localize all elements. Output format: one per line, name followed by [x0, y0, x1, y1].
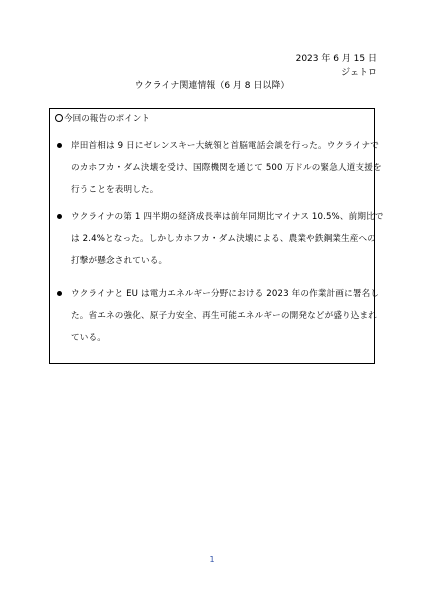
summary-item-text: [71, 135, 382, 201]
document-date: 2023 年 6 月 15 日: [295, 54, 377, 64]
organization-name: ジェトロ: [341, 68, 377, 78]
summary-item-line: ウクライナと EU は電力エネルギー分野における 2023 年の作業計画に署名し: [71, 289, 380, 299]
summary-item-line: は 2.4%となった。しかしカホフカ・ダム決壊による、農業や鉄鋼業生産への: [71, 234, 377, 244]
document-title: ウクライナ関連情報（6 月 8 日以降）: [134, 81, 290, 91]
summary-item: [57, 135, 382, 201]
bullet-icon: [57, 291, 62, 296]
summary-item-line: 打撃が懸念されている。: [71, 256, 168, 266]
summary-item-line: 岸田首相は 9 日にゼレンスキー大統領と首脳電話会談を行った。ウクライナで: [71, 141, 379, 151]
summary-item-line: のカホフカ・ダム決壊を受け、国際機関を通じて 500 万ドルの緊急人道支援を: [71, 163, 382, 173]
summary-item-text: [71, 283, 380, 349]
summary-item: [57, 283, 380, 349]
summary-item-line: ている。: [71, 333, 106, 343]
hollow-circle-icon: [55, 114, 63, 122]
summary-item: [57, 206, 384, 272]
bullet-icon: [57, 143, 62, 148]
summary-box: [49, 108, 384, 364]
summary-item-line: 行うことを表明した。: [71, 185, 159, 195]
page-number: 1: [209, 555, 215, 564]
bullet-icon: [57, 214, 62, 219]
summary-heading: [55, 113, 150, 125]
summary-item-text: [71, 206, 384, 272]
summary-heading-label: 今回の報告のポイント: [64, 114, 150, 124]
summary-item-line: た。省エネの強化、原子力安全、再生可能エネルギーの開発などが盛り込まれ: [71, 311, 378, 321]
summary-item-line: ウクライナの第 1 四半期の経済成長率は前年同期比マイナス 10.5%、前期比で: [71, 212, 384, 222]
